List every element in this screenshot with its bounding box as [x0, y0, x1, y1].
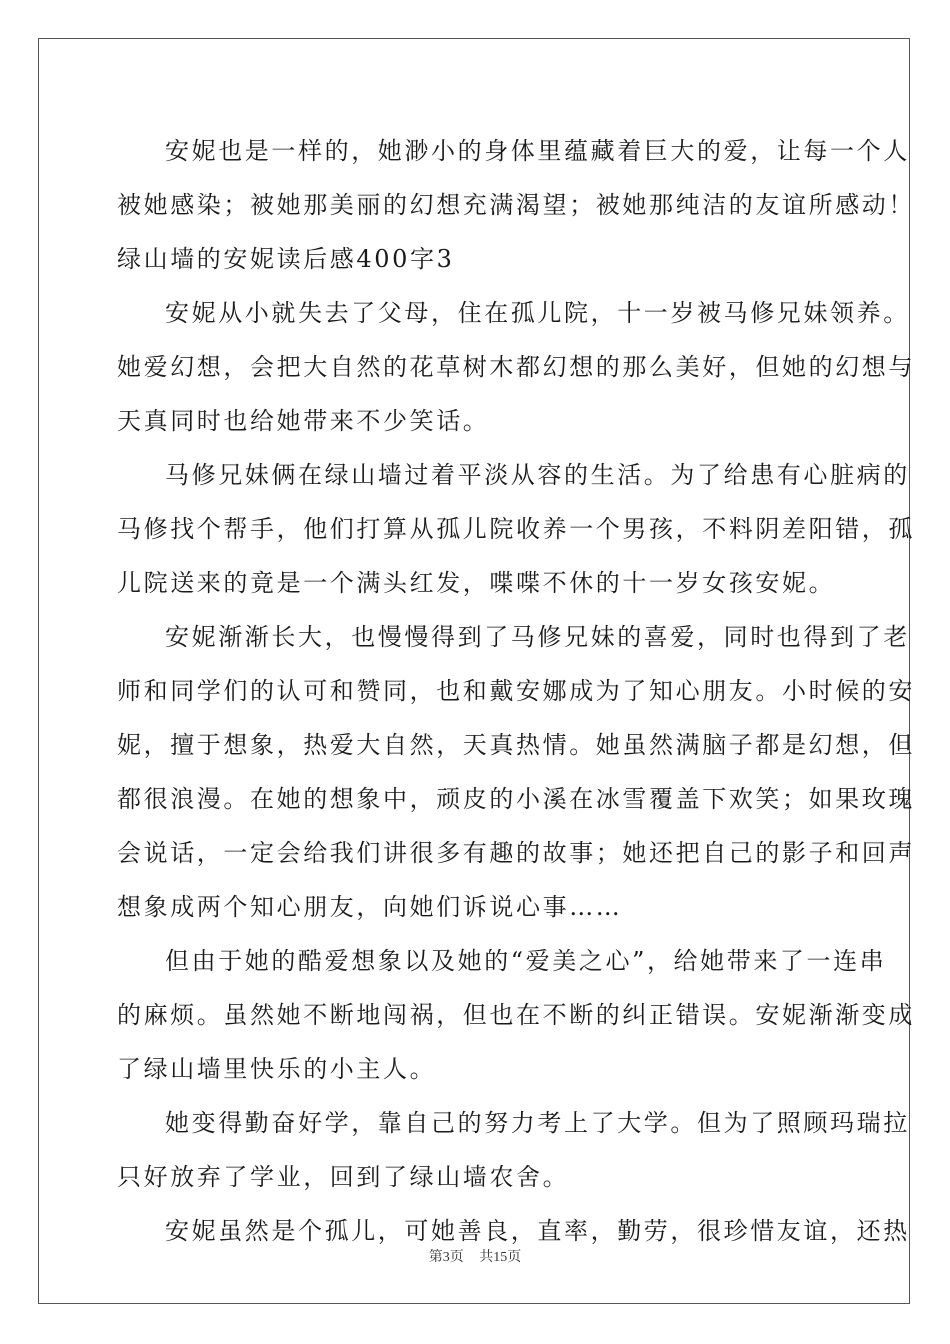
text-line: 马修找个帮手，他们打算从孤儿院收养一个男孩，不料阴差阳错，孤 [117, 515, 915, 543]
text-line: 她爱幻想，会把大自然的花草树木都幻想的那么美好，但她的幻想与 [117, 353, 915, 381]
text-line: 了绿山墙里快乐的小主人。 [117, 1055, 437, 1083]
text-line: 会说话，一定会给我们讲很多有趣的故事；她还把自己的影子和回声 [117, 839, 915, 867]
text-line: 妮，擅于想象，热爱大自然，天真热情。她虽然满脑子都是幻想，但 [117, 731, 915, 759]
text-line: 师和同学们的认可和赞同，也和戴安娜成为了知心朋友。小时候的安 [117, 677, 915, 705]
text-line: 的麻烦。虽然她不断地闯祸，但也在不断的纠正错误。安妮渐渐变成 [117, 1001, 915, 1029]
text-line: 被她感染；被她那美丽的幻想充满渴望；被她那纯洁的友谊所感动！ [117, 191, 915, 219]
text-line: 安妮虽然是个孤儿，可她善良，直率，勤劳，很珍惜友谊，还热 [165, 1217, 910, 1245]
text-line: 但由于她的酷爱想象以及她的“爱美之心”，给她带来了一连串 [165, 947, 887, 975]
text-line: 马修兄妹俩在绿山墙过着平淡从容的生活。为了给患有心脏病的 [165, 461, 910, 489]
text-line: 安妮也是一样的，她渺小的身体里蕴藏着巨大的爱，让每一个人 [165, 137, 910, 165]
text-line: 安妮渐渐长大，也慢慢得到了马修兄妹的喜爱，同时也得到了老 [165, 623, 910, 651]
document-body [117, 124, 915, 1258]
page-number: 第3页 [428, 1250, 464, 1265]
text-line: 儿院送来的竟是一个满头红发，喋喋不休的十一岁女孩安妮。 [117, 569, 836, 597]
text-line: 只好放弃了学业，回到了绿山墙农舍。 [117, 1163, 570, 1191]
text-line: 天真同时也给她带来不少笑话。 [117, 407, 490, 435]
text-line: 都很浪漫。在她的想象中，顽皮的小溪在冰雪覆盖下欢笑；如果玫瑰 [117, 785, 915, 813]
section-heading: 绿山墙的安妮读后感400字3 [117, 245, 455, 273]
text-line: 安妮从小就失去了父母，住在孤儿院，十一岁被马修兄妹领养。 [165, 299, 910, 327]
text-line: 她变得勤奋好学，靠自己的努力考上了大学。但为了照顾玛瑞拉 [165, 1109, 910, 1137]
page-footer [0, 1246, 950, 1266]
text-line: 想象成两个知心朋友，向她们诉说心事…… [117, 893, 623, 921]
page-total: 共15页 [479, 1250, 522, 1265]
